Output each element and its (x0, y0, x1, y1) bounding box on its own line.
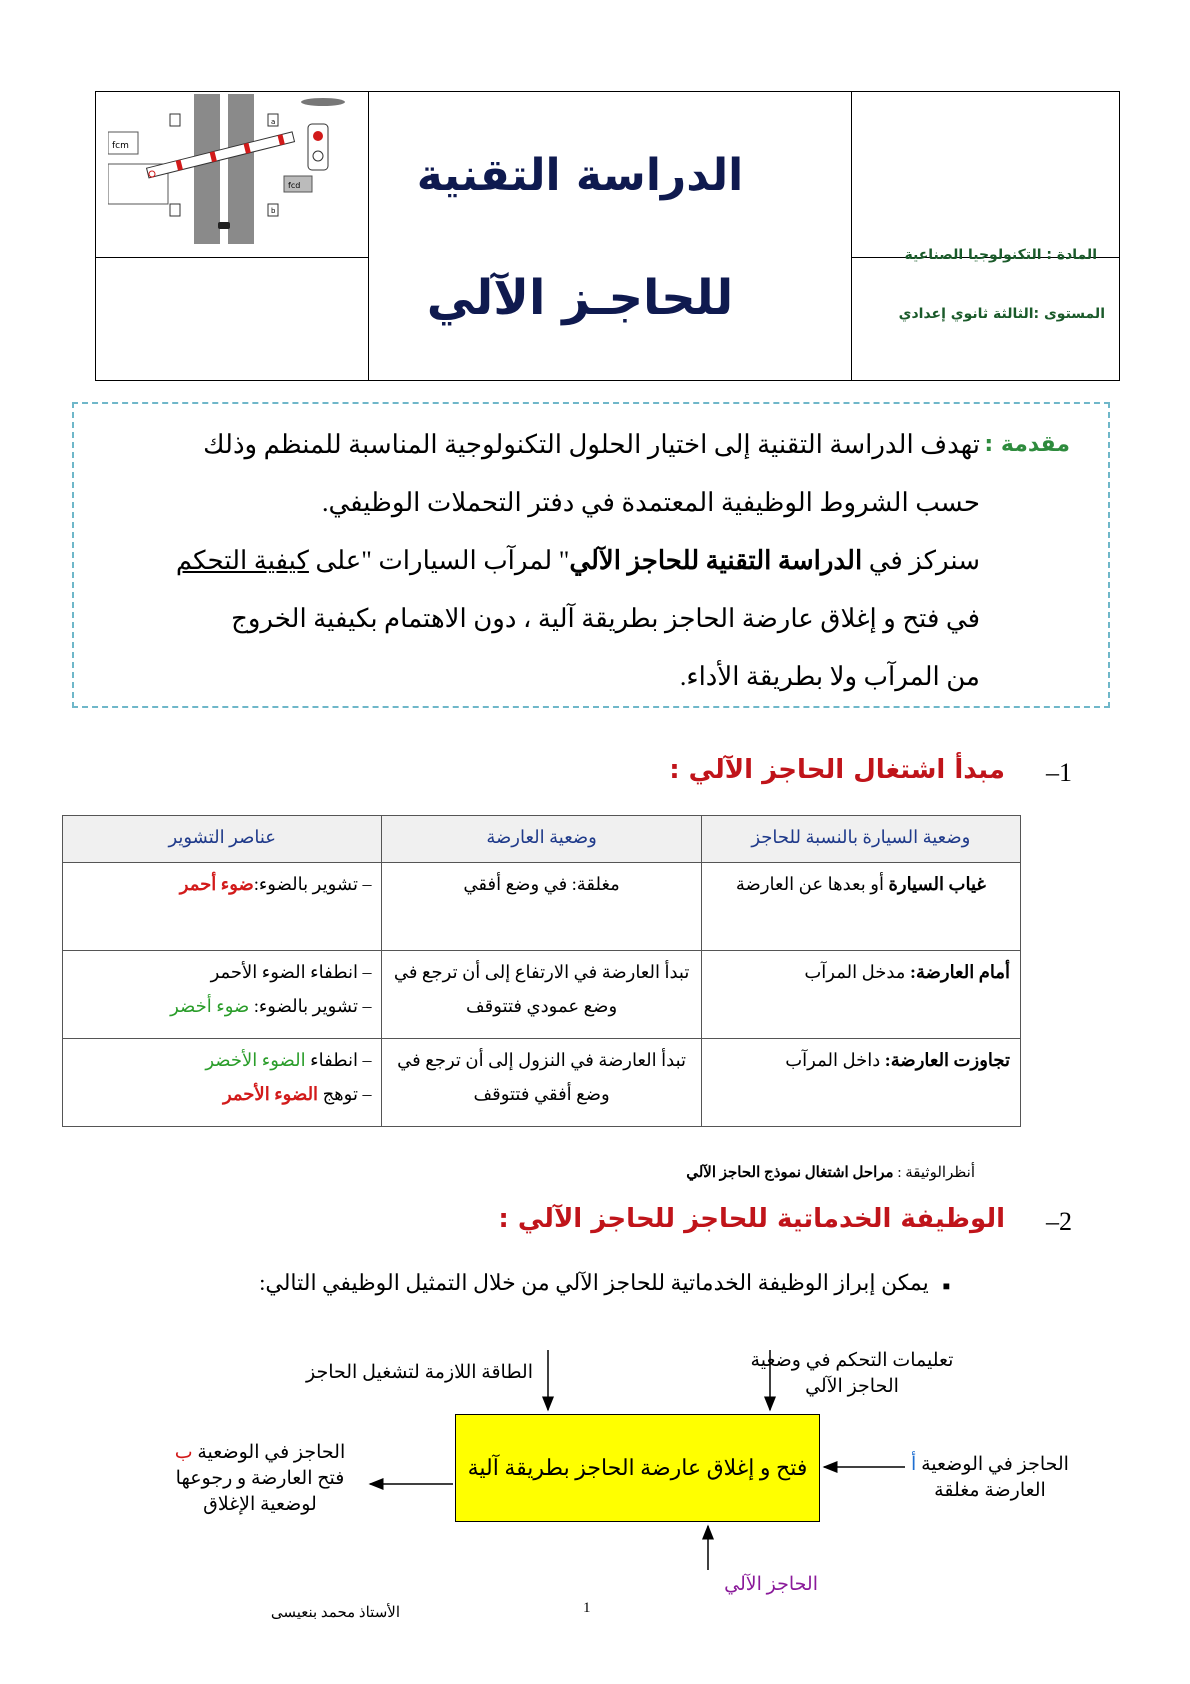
red-light-text: الضوء الأحمر (222, 1084, 319, 1104)
note-text: أنظرالوثيقة : (893, 1165, 975, 1181)
document-title: الدراسة التقنية (416, 150, 744, 201)
barrier-illustration (108, 94, 364, 244)
intro-line (176, 546, 980, 576)
cell-text: داخل المرآب (785, 1050, 885, 1070)
cell-text: – انطفاء الضوء الأحمر (210, 962, 372, 982)
table-cell: تبدأ العارضة في الارتفاع إلى أن ترجع في وضع عمودي فتتوقف (382, 951, 701, 1039)
level-label: المستوى :الثالثة ثانوي إعدادي (898, 306, 1105, 322)
cell-text: – تشوير بالضوء: (253, 874, 372, 894)
document-note (686, 1163, 975, 1182)
table-header-row (63, 816, 1021, 863)
subject-label: المادة : التكنولوجيا الصناعية (904, 247, 1097, 263)
energy-input-label: الطاقة اللازمة لتشغيل الحاجز (305, 1362, 533, 1383)
operation-table (62, 815, 1021, 1127)
state-text: الحاجز في الوضعية (192, 1442, 346, 1463)
header-divider (368, 92, 369, 380)
state-text: لوضعية الإغلاق (203, 1494, 317, 1515)
table-cell (63, 951, 382, 1039)
section-number: 2– (1046, 1207, 1072, 1236)
table-cell: مغلقة: في وضع أفقي (382, 863, 701, 951)
header-table (95, 91, 1120, 381)
state-letter: ب (174, 1442, 193, 1463)
final-state-label (160, 1440, 360, 1518)
cell-bold-text: أمام العارضة: (909, 962, 1010, 982)
cell-bold-text: غياب السيارة (888, 874, 986, 894)
table-cell: تبدأ العارضة في النزول إلى أن ترجع في وضع أفقي فتتوقف (382, 1039, 701, 1127)
bullet-text: يمكن إبراز الوظيفة الخدماتية للحاجز الآلي من خلال التمثيل الوظيفي التالي: (259, 1270, 929, 1295)
state-text: العارضة مغلقة (934, 1480, 1046, 1501)
intro-line: تهدف الدراسة التقنية إلى اختيار الحلول التكنولوجية المناسبة للمنظم وذلك (203, 430, 980, 459)
section-title: مبدأ اشتغال الحاجز الآلي : (669, 755, 1005, 785)
page-number: 1 (583, 1600, 591, 1616)
cell-text: أو بعدها عن العارضة (735, 874, 889, 894)
bullet-item (259, 1270, 950, 1296)
green-light-text: ضوء أخضر (170, 996, 250, 1016)
table-header: وضعية العارضة (382, 816, 701, 863)
intro-text: " لمرآب السيارات "على (315, 546, 570, 575)
cell-text: مدخل المرآب (804, 962, 910, 982)
section-title: الوظيفة الخدماتية للحاجز للحاجز الآلي : (498, 1204, 1005, 1234)
bullet-icon: ■ (942, 1279, 950, 1293)
table-cell (63, 1039, 382, 1127)
author-label: الأستاذ محمد بنعيسى (270, 1605, 400, 1621)
red-light-text: ضوء أحمر (179, 874, 254, 894)
header-divider (851, 92, 852, 380)
cell-bold-text: تجاوزت العارضة: (884, 1050, 1010, 1070)
fcd-label: fcd (288, 181, 301, 190)
header-divider (96, 257, 368, 258)
table-cell (701, 951, 1020, 1039)
state-letter: أ (911, 1454, 917, 1475)
state-text: الحاجز في الوضعية (916, 1454, 1069, 1475)
green-light-text: الضوء الأخضر (205, 1050, 306, 1070)
document-subtitle: للحاجـز الآلي (426, 270, 734, 326)
table-cell (701, 863, 1020, 951)
intro-text: سنركز في (868, 546, 980, 575)
intro-line: من المرآب ولا بطريقة الأداء. (679, 662, 980, 691)
intro-bold-text: الدراسة التقنية للحاجز الآلي (569, 546, 863, 575)
intro-underlined-text: كيفية التحكم (175, 546, 309, 575)
cell-text: – انطفاء (305, 1050, 372, 1070)
function-box: فتح و إغلاق عارضة الحاجز بطريقة آلية (455, 1414, 820, 1522)
table-header: عناصر التشوير (63, 816, 382, 863)
note-bold-text: مراحل اشتغال نموذج الحاجز الآلي (686, 1165, 894, 1181)
a-label: a (271, 118, 276, 126)
state-text: فتح العارضة و رجوعها (175, 1468, 345, 1489)
support-label: الحاجز الآلي (724, 1574, 818, 1595)
section-number: 1– (1046, 758, 1072, 787)
table-row (63, 1039, 1021, 1127)
table-row (63, 951, 1021, 1039)
initial-state-label (890, 1452, 1090, 1504)
table-row (63, 863, 1021, 951)
intro-line: في فتح و إغلاق عارضة الحاجز بطريقة آلية ، دون الاهتمام بكيفية الخروج (231, 604, 980, 633)
cell-text: – توهج (318, 1084, 372, 1104)
cell-text: – تشوير بالضوء: (249, 996, 372, 1016)
control-input-label: تعليمات التحكم في وضعية الحاجز الآلي (750, 1350, 954, 1397)
fcm-label: fcm (112, 141, 129, 151)
intro-label: مقدمة : (984, 432, 1070, 457)
table-cell (701, 1039, 1020, 1127)
table-header: وضعية السيارة بالنسبة للحاجز (701, 816, 1020, 863)
table-cell (63, 863, 382, 951)
intro-line: حسب الشروط الوظيفية المعتمدة في دفتر التحملات الوظيفي. (321, 488, 980, 517)
b-label: b (271, 207, 276, 215)
